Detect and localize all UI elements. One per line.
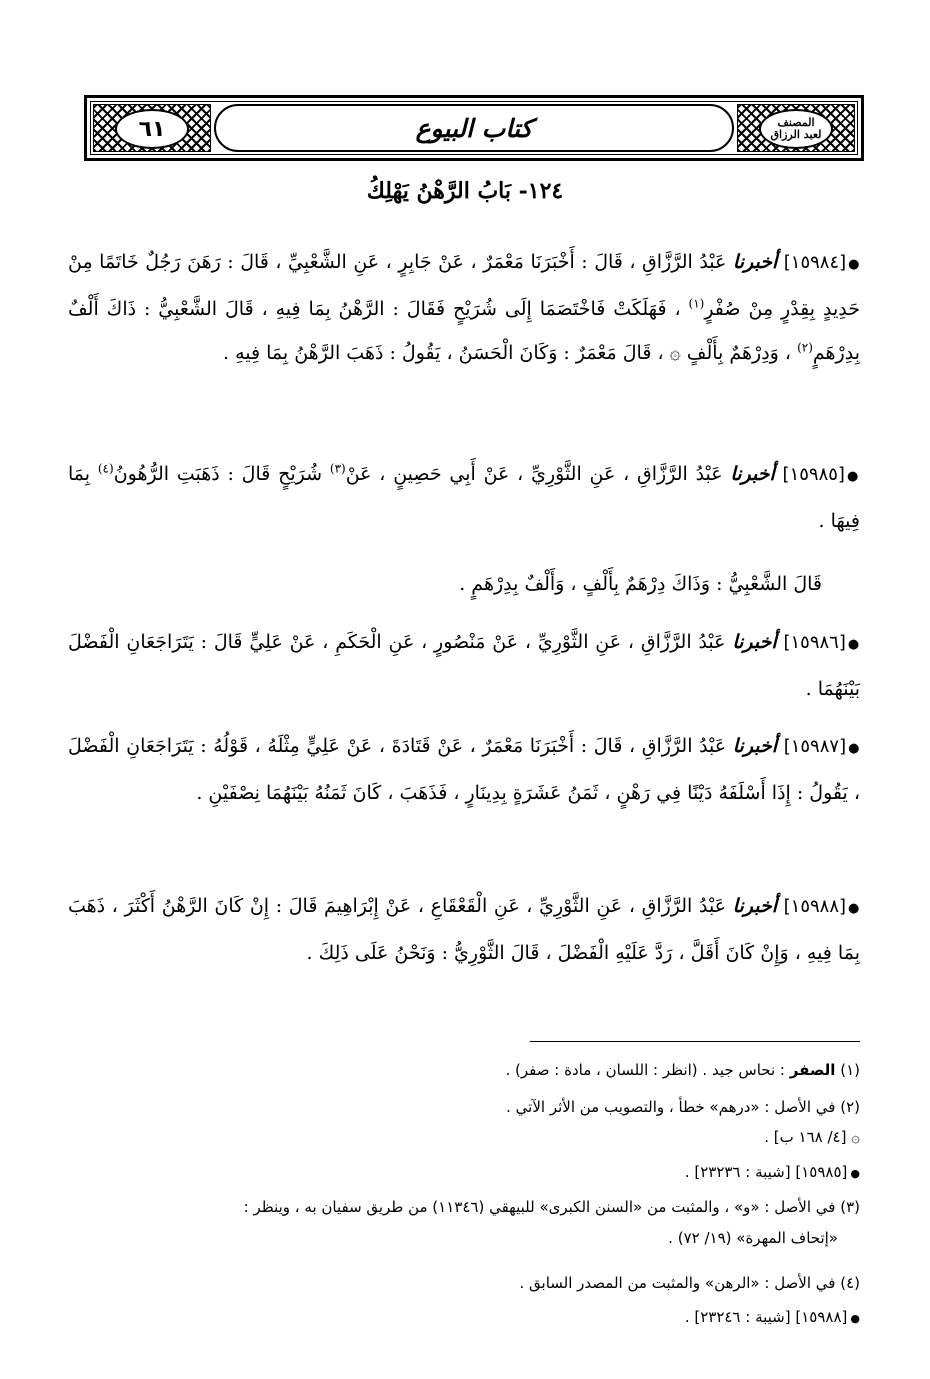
footnote-label: (١)	[840, 1061, 860, 1079]
running-header	[84, 95, 864, 161]
source-ref-15988	[60, 1304, 860, 1332]
title-band	[214, 104, 734, 152]
hadith-15986	[68, 620, 860, 711]
footnote-marker: (٢)	[797, 340, 813, 355]
running-title: كتاب البيوع	[415, 113, 533, 143]
footnote-2: (٢) في الأصل : «درهم» خطأ ، والتصويب من الأثر الآتي .	[506, 1098, 860, 1116]
hadith-text: ، وَدِرْهَمٌ بِأَلْفٍ ۞ ، قَالَ مَعْمَرٌ : وَكَانَ الْحَسَنُ ، يَقُولُ : ذَهَبَ الرَّهْنُ بِمَا فِيهِ .	[223, 342, 792, 364]
akhbarana-label: أخبرنا	[730, 463, 775, 485]
source-text: [١٥٩٨٥] [شيبة : ٢٣٢٣٦] .	[684, 1163, 848, 1181]
manuscript-reference: ۞ [٤/ ١٦٨ ب] .	[764, 1128, 860, 1146]
bullet-icon: ●	[848, 257, 860, 272]
header-ornament-left	[93, 104, 211, 152]
akhbarana-label: أخبرنا	[732, 735, 778, 757]
bullet-icon: ●	[850, 1312, 860, 1325]
hadith-number: [١٥٩٨٥]	[782, 464, 845, 485]
hadith-text: عَبْدُ الرَّزَّاقِ ، قَالَ : أَخْبَرَنَا مَعْمَرٌ ، عَنْ قَتَادَةَ ، عَنْ عَلِيٍّ مِثْلَهُ ، قَوْلُهُ : يَتَرَاجَعَانِ الْفَضْلَ ، يَقُولُ : إِذَا أَسْلَفَهُ دَيْنًا فِي رَهْنٍ ، ثَمَنُ عَشَرَةٍ بِدِينَارٍ ، فَذَهَبَ ، كَانَ ثَمَنُهُ بَيْنَهُمَا نِصْفَيْنِ .	[68, 735, 860, 804]
bullet-icon: ●	[847, 637, 860, 652]
source-ref-15985	[60, 1159, 860, 1187]
hadith-number: [١٥٩٨٤]	[783, 252, 847, 273]
hadith-15987	[68, 724, 860, 815]
chapter-title: ١٢٤- بَابُ الرَّهْنُ يَهْلِكُ	[366, 178, 564, 204]
shabi-comment: قَالَ الشَّعْبِيُّ : وَذَاكَ دِرْهَمٌ بِأَلْفٍ ، وَأَلْفٌ بِدِرْهَمٍ .	[459, 573, 822, 595]
hadith-text: عَبْدُ الرَّزَّاقِ ، عَنِ الثَّوْرِيِّ ، عَنْ مَنْصُورٍ ، عَنِ الْحَكَمِ ، عَنْ عَلِيٍّ قَالَ : يَتَرَاجَعَانِ الْفَضْلَ بَيْنَهُمَا .	[68, 631, 860, 700]
hadith-text: ، فَهَلَكَتْ فَاخْتَصَمَا إِلَى شُرَيْحٍ فَقَالَ : الرَّهْنُ بِمَا فِيهِ ، قَالَ الشَّعْبِيُّ : ذَاكَ أَلْفٌ بِدِرْهَمٍ	[68, 298, 860, 364]
hadith-15984	[68, 240, 860, 375]
footnote-text: : نحاس جيد . (انظر : اللسان ، مادة : صفر) .	[505, 1061, 785, 1079]
akhbarana-label: أخبرنا	[732, 895, 777, 917]
footnote-1	[60, 1057, 860, 1083]
footnote-3-continued: «إتحاف المهرة» (١٩/ ٧٢) .	[668, 1229, 838, 1247]
logo-line-2: لعبد الرزاق	[770, 128, 822, 141]
footnote-separator	[530, 1041, 860, 1042]
bullet-icon: ●	[848, 901, 860, 916]
bullet-icon: ●	[850, 1167, 860, 1180]
hadith-number: [١٥٩٨٦]	[783, 632, 846, 653]
footnote-3: (٣) في الأصل : «و» ، والمثبت من «السنن الكبرى» للبيهقي (١١٣٤٦) من طريق سفيان به ، وينظر :	[243, 1198, 860, 1216]
akhbarana-label: أخبرنا	[732, 631, 777, 653]
footnote-marker: (٤)	[97, 461, 114, 476]
footnote-4: (٤) في الأصل : «الرهن» والمثبت من المصدر السابق .	[519, 1274, 860, 1292]
source-text: [١٥٩٨٨] [شيبة : ٢٣٢٤٦] .	[684, 1308, 848, 1326]
footnote-marker: (٣)	[329, 461, 346, 476]
header-ornament-right	[737, 104, 855, 152]
hadith-text: عَبْدُ الرَّزَّاقِ ، قَالَ : أَخْبَرَنَا مَعْمَرٌ ، عَنْ جَابِرٍ ، عَنِ الشَّعْبِيِّ ، قَالَ : رَهَنَ رَجُلٌ خَاتَمًا مِنْ حَدِيدٍ بِقِدْرٍ مِنْ صُفْرٍ	[68, 251, 860, 320]
logo-line-1: المصنف	[777, 116, 815, 129]
footnote-term: الصفر	[789, 1061, 836, 1079]
hadith-number: [١٥٩٨٧]	[783, 736, 847, 757]
hadith-15988	[68, 884, 860, 975]
hadith-text: عَبْدُ الرَّزَّاقِ ، عَنِ الثَّوْرِيِّ ، عَنِ الْقَعْقَاعِ ، عَنْ إِبْرَاهِيمَ قَالَ : إِنْ كَانَ الرَّهْنُ أَكْثَرَ ، ذَهَبَ بِمَا فِيهِ ، وَإِنْ كَانَ أَقَلَّ ، رَدَّ عَلَيْهِ الْفَضْلَ ، قَالَ الثَّوْرِيُّ : وَنَحْنُ عَلَى ذَلِكَ .	[68, 895, 860, 964]
hadith-number: [١٥٩٨٨]	[783, 896, 847, 917]
akhbarana-label: أخبرنا	[732, 251, 778, 273]
hadith-text: شُرَيْحٍ قَالَ : ذَهَبَتِ الرُّهُونُ	[113, 463, 323, 485]
bullet-icon: ●	[846, 469, 861, 484]
book-logo	[759, 109, 833, 149]
page-number: ٦١	[138, 116, 166, 142]
page-number-cartouche	[115, 109, 189, 149]
bullet-icon: ●	[848, 741, 861, 756]
hadith-15985	[68, 452, 860, 543]
hadith-text: عَبْدُ الرَّزَّاقِ ، عَنِ الثَّوْرِيِّ ، عَنْ أَبِي حَصِينٍ ، عَنْ	[345, 463, 723, 485]
footnote-marker: (١)	[688, 296, 705, 311]
hadith-text: بِمَا فِيهَا .	[68, 463, 860, 532]
